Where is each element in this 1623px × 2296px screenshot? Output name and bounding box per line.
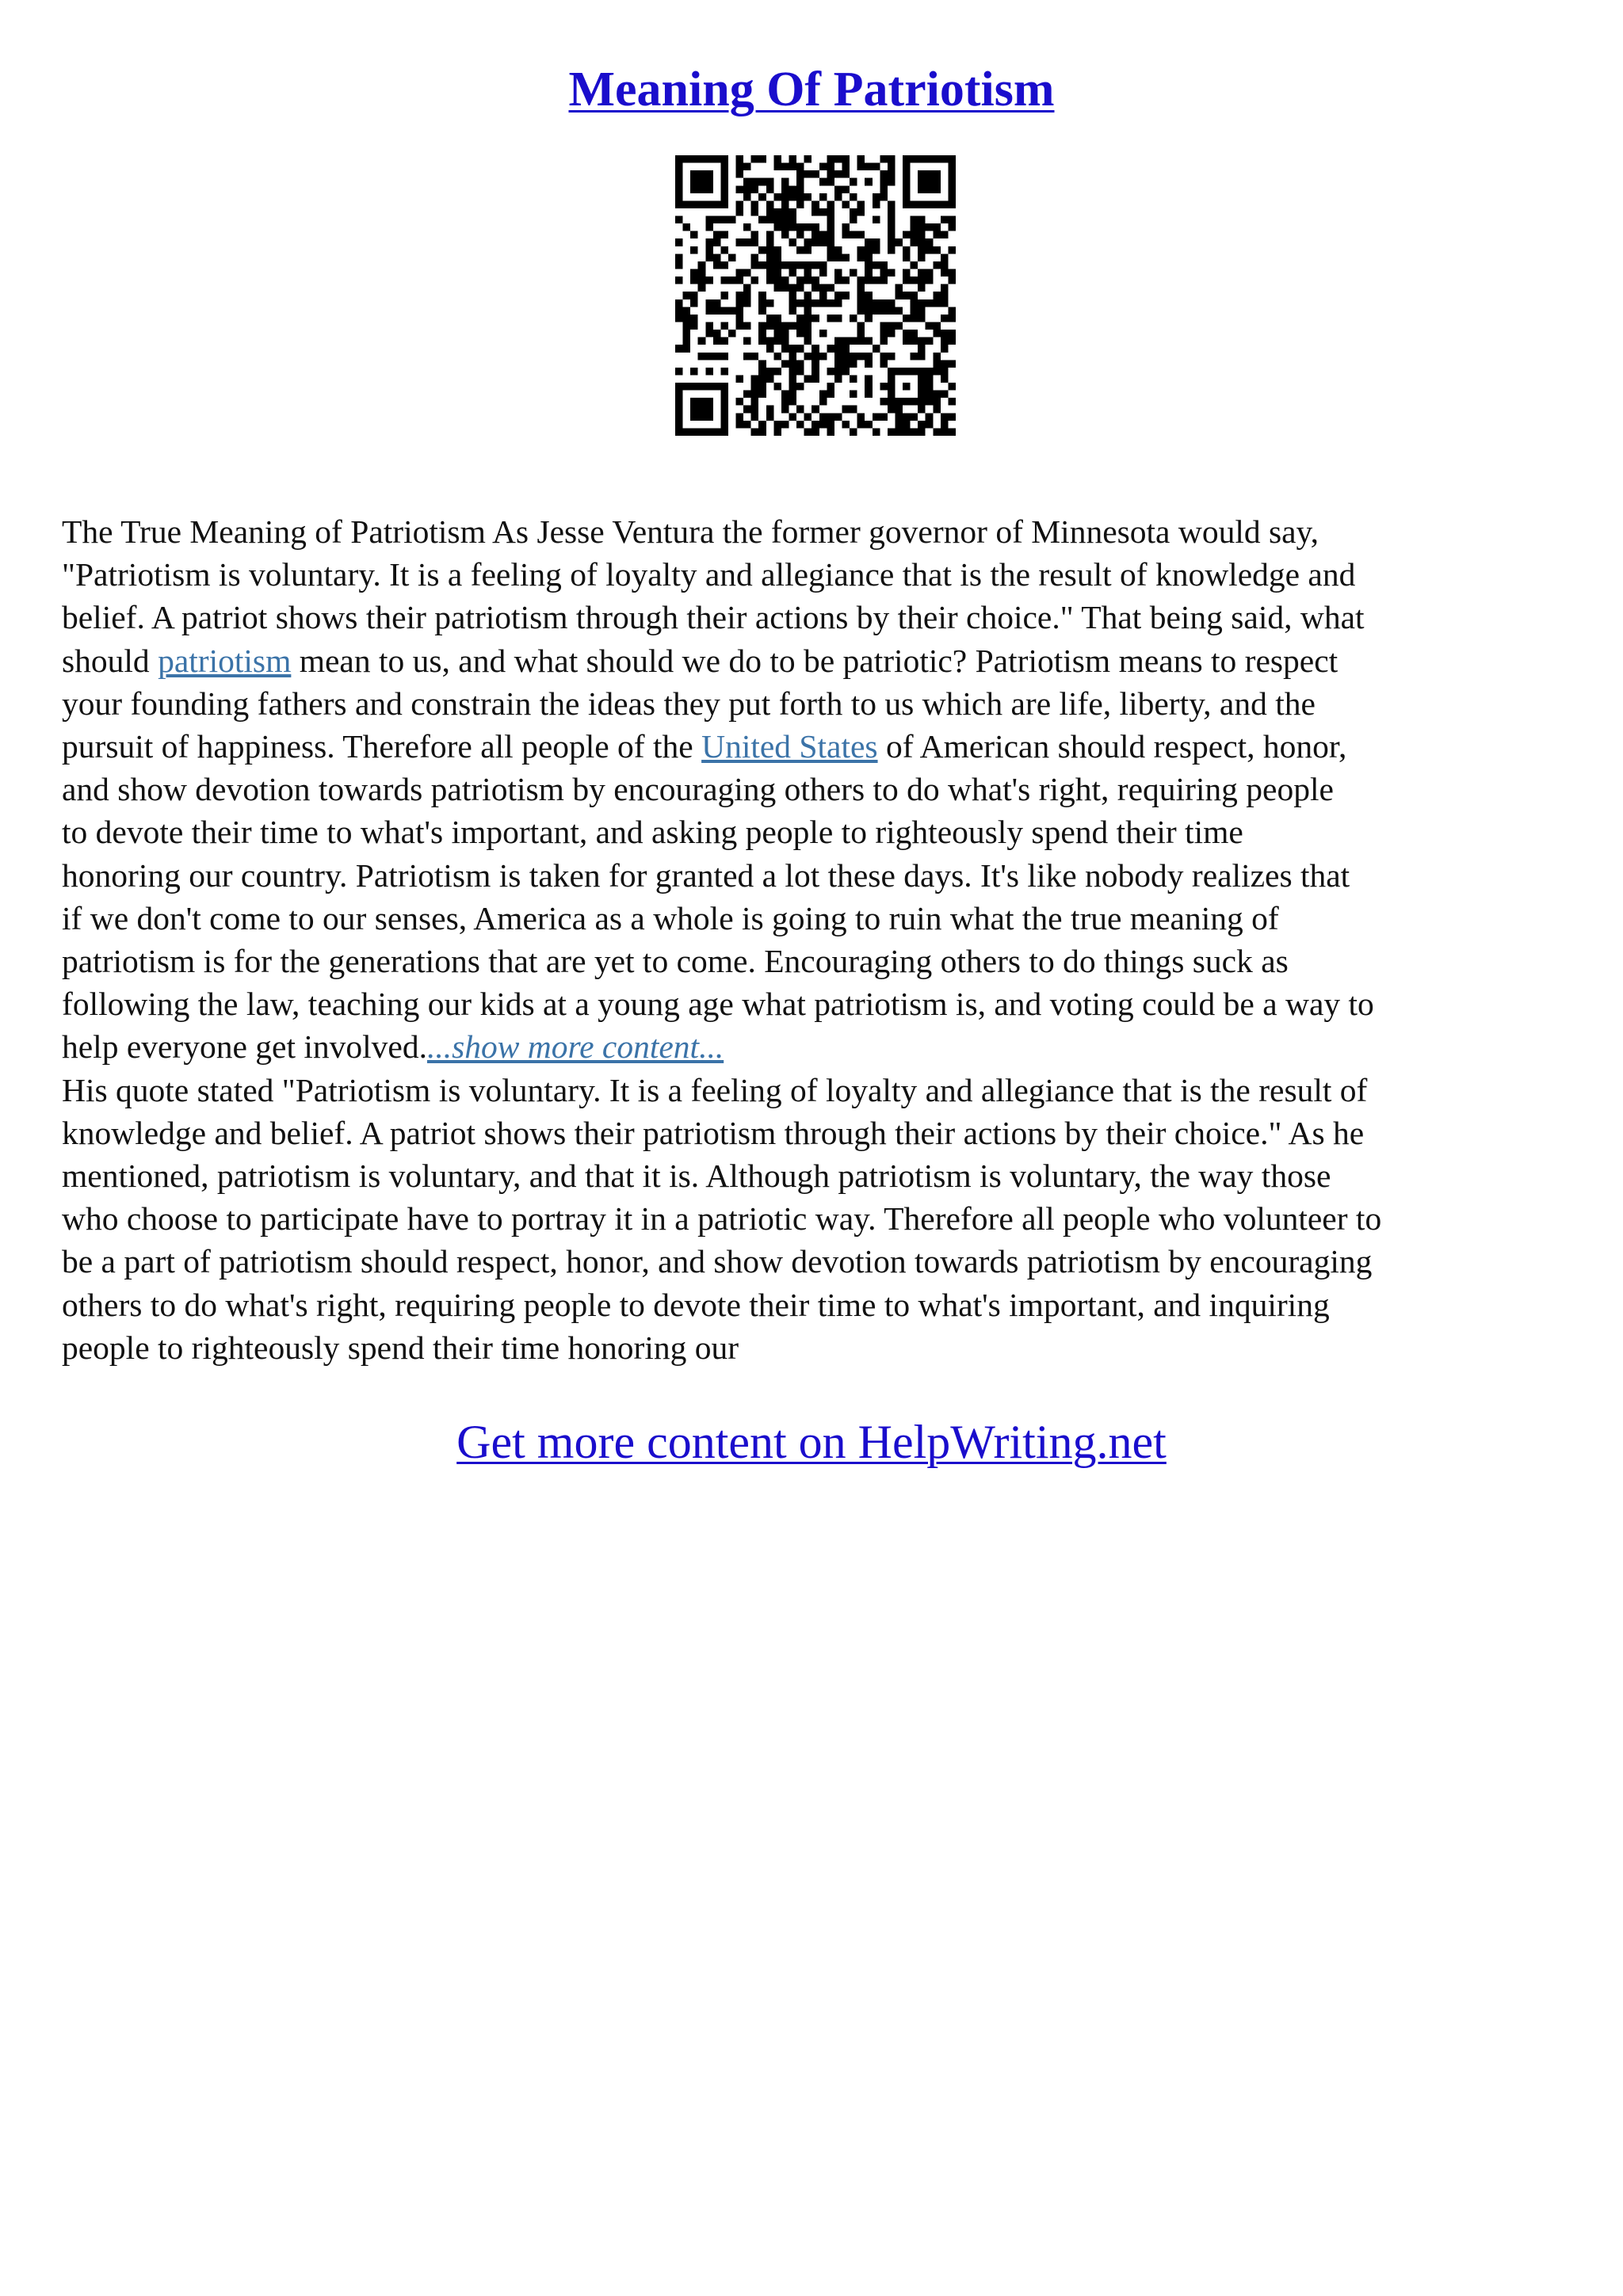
helpwriting-link[interactable]: Get more content on HelpWriting.net [456, 1416, 1167, 1468]
paragraph-1-text-b: mean to us, and what should we do to be patriotic? Patriotism means to respect your founding fathers and constrain the ideas they put forth to us which are life, liberty, and the pursuit of happiness. Therefore all people of the [62, 642, 1338, 765]
show-more-link[interactable]: ...show more content... [426, 1028, 724, 1066]
paragraph-1-text-a: The True Meaning of Patriotism As Jesse Ventura the former governor of Minnesota would say, "Patriotism is voluntary. It is a feeling of loyalty and allegiance that is the result of knowledge and belief. A patriot shows their patriotism through their actions by their choice." That being said, what should [62, 513, 1365, 679]
qr-code-icon [675, 155, 956, 436]
page-title [0, 55, 1623, 124]
paragraph-2-text: His quote stated "Patriotism is voluntary. It is a feeling of loyalty and allegiance that is the result of knowledge and belief. A patriot shows their patriotism through their actions by their choice." As he mentioned, patriotism is voluntary, and that it is. Although patriotism is voluntary, the way those who choose to participate have to portray it in a patriotic way. Therefore all people who volunteer to be a part of patriotism should respect, honor, and show devotion towards patriotism by encouraging others to do what's right, requiring people to devote their time to what's important, and inquiring people to righteously spend their time honoring our [62, 1071, 1382, 1366]
patriotism-link[interactable]: patriotism [158, 642, 292, 679]
united-states-link[interactable]: United States [701, 728, 878, 765]
title-link[interactable]: Meaning Of Patriotism [568, 63, 1055, 116]
article-body [62, 510, 1568, 1369]
cta-footer [0, 1410, 1623, 1474]
paragraph-1-text-c: of American should respect, honor, and show devotion towards patriotism by encouraging others to do what's right, requiring people to devote their time to what's important, and asking people to righteously spend their time honoring our country. Patriotism is taken for granted a lot these days. It's like nobody realizes that if we don't come to our senses, America as a whole is going to ruin what the true meaning of patriotism is for the generations that are yet to come. Encouraging others to do things suck as following the law, teaching our kids at a young age what patriotism is, and voting could be a way to help everyone get involved. [62, 728, 1374, 1066]
